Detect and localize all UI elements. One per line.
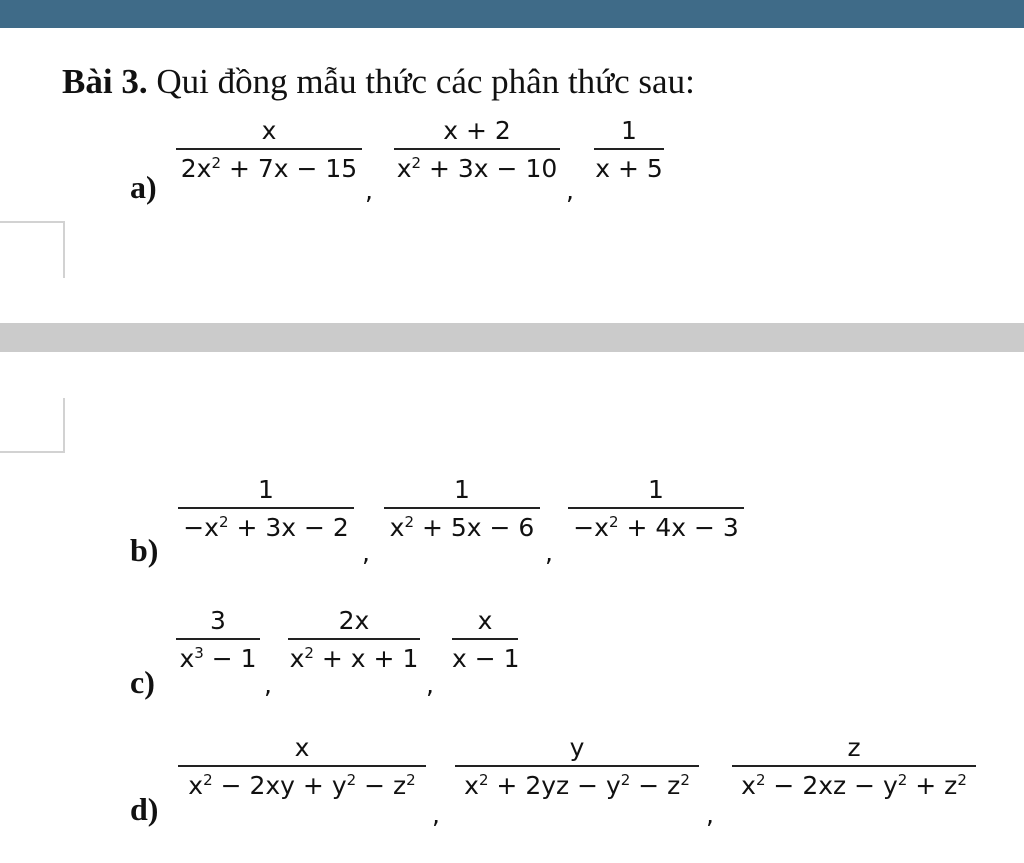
fraction xyxy=(452,606,518,674)
denominator: x + 5 xyxy=(595,154,663,183)
fraction-bar xyxy=(178,507,354,509)
fraction-bar xyxy=(568,507,744,509)
numerator: 1 xyxy=(454,475,470,504)
separator-comma: , xyxy=(706,800,714,829)
part-label-a: a) xyxy=(130,169,157,205)
denominator: x − 1 xyxy=(452,644,520,673)
fraction-bar xyxy=(178,765,426,767)
separator-comma: , xyxy=(545,538,553,567)
fraction-bar xyxy=(732,765,976,767)
fraction xyxy=(176,606,260,674)
numerator: 2x xyxy=(338,606,370,635)
fraction xyxy=(384,475,540,543)
separator-comma: , xyxy=(426,670,434,699)
fraction xyxy=(594,116,664,184)
fraction xyxy=(178,475,354,543)
numerator: 1 xyxy=(258,475,274,504)
separator-comma: , xyxy=(365,176,373,205)
separator-comma: , xyxy=(264,670,272,699)
numerator: x + 2 xyxy=(443,116,511,145)
denominator: $x^2 + x + 1$ xyxy=(289,644,419,673)
fraction-bar xyxy=(288,638,420,640)
fraction-bar xyxy=(384,507,540,509)
denominator: $2x^2 + 7x - 15$ xyxy=(180,154,358,183)
denominator: $x^2 + 2yz - y^2 - z^2$ xyxy=(464,771,690,800)
numerator: z xyxy=(847,733,861,762)
fraction-bar xyxy=(176,638,260,640)
numerator: x xyxy=(477,606,493,635)
denominator: $x^3 - 1$ xyxy=(179,644,257,673)
part-label-c: c) xyxy=(130,664,155,700)
decorative-box xyxy=(0,221,65,278)
numerator: y xyxy=(569,733,585,762)
decorative-box xyxy=(0,398,65,453)
separator-comma: , xyxy=(362,538,370,567)
fraction xyxy=(732,733,976,801)
denominator: $-x^2 + 3x - 2$ xyxy=(183,513,349,542)
separator-band xyxy=(0,323,1024,352)
denominator: $-x^2 + 4x - 3$ xyxy=(573,513,739,542)
fraction xyxy=(568,475,744,543)
exercise-title xyxy=(62,62,695,102)
separator-comma: , xyxy=(432,800,440,829)
fraction xyxy=(455,733,699,801)
part-label-d: d) xyxy=(130,791,159,827)
fraction-bar xyxy=(594,148,664,150)
separator-comma: , xyxy=(566,176,574,205)
fraction xyxy=(394,116,560,184)
fraction-bar xyxy=(176,148,362,150)
exercise-instruction: Qui đồng mẫu thức các phân thức sau: xyxy=(156,62,695,101)
numerator: 3 xyxy=(210,606,226,635)
numerator: x xyxy=(294,733,310,762)
fraction-bar xyxy=(455,765,699,767)
top-bar xyxy=(0,0,1024,28)
denominator: $x^2 + 5x - 6$ xyxy=(389,513,535,542)
fraction xyxy=(178,733,426,801)
denominator: $x^2 - 2xy + y^2 - z^2$ xyxy=(188,771,416,800)
numerator: 1 xyxy=(648,475,664,504)
exercise-number: Bài 3. xyxy=(62,62,148,101)
fraction-bar xyxy=(394,148,560,150)
denominator: $x^2 + 3x - 10$ xyxy=(396,154,558,183)
part-label-b: b) xyxy=(130,532,159,568)
numerator: x xyxy=(261,116,277,145)
denominator: $x^2 - 2xz - y^2 + z^2$ xyxy=(741,771,967,800)
fraction-bar xyxy=(452,638,518,640)
fraction xyxy=(288,606,420,674)
fraction xyxy=(176,116,362,184)
numerator: 1 xyxy=(621,116,637,145)
